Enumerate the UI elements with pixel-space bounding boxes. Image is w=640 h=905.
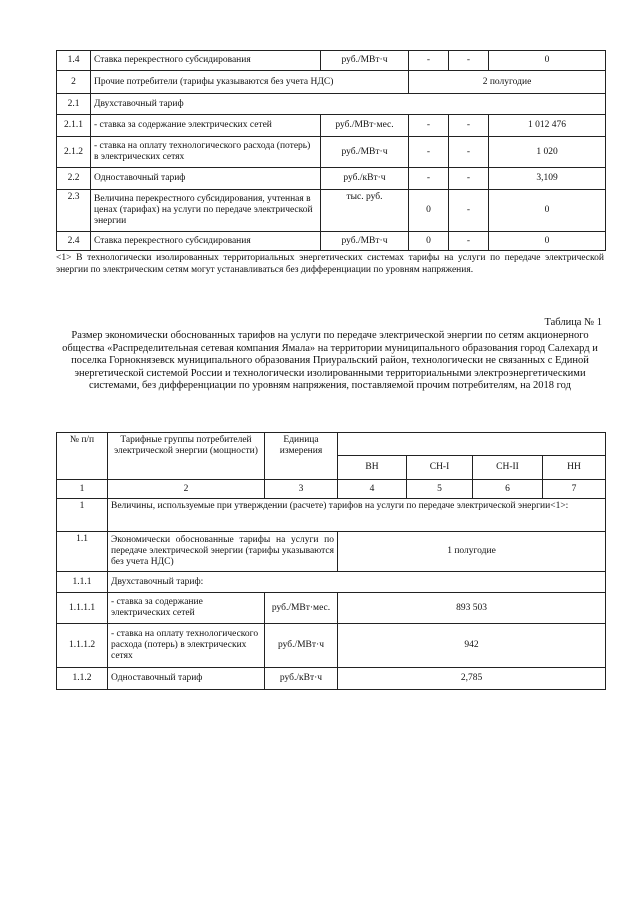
row-number: 2.1 — [57, 94, 91, 115]
row-value: 0 — [489, 51, 606, 71]
row-value: 0 — [489, 232, 606, 251]
row-number: 1 — [57, 499, 108, 532]
period-label: 1 полугодие — [338, 532, 606, 572]
row-value: 1 020 — [489, 137, 606, 168]
row-number: 2 — [57, 71, 91, 94]
row-number: 1.1.1.2 — [57, 624, 108, 668]
table-row — [57, 51, 606, 71]
table-row — [57, 168, 606, 190]
table-row — [57, 137, 606, 168]
row-unit: руб./кВт·ч — [265, 668, 338, 690]
row-unit: руб./МВт·ч — [321, 137, 409, 168]
table-row — [57, 572, 606, 593]
header-level-vn: ВН — [338, 456, 407, 480]
row-value: - — [449, 137, 489, 168]
row-name: Величины, используемые при утверждении (расчете) тарифов на услуги по передаче электрической энергии<1>: — [108, 499, 606, 532]
row-unit: руб./МВт·ч — [265, 624, 338, 668]
row-name: Двухставочный тариф: — [108, 572, 606, 593]
table-row — [57, 668, 606, 690]
col-number: 2 — [108, 480, 265, 499]
row-name: - ставка на оплату технологического расхода (потерь) в электрических сетях — [108, 624, 265, 668]
row-unit: руб./МВт·ч — [321, 232, 409, 251]
table-title: Размер экономически обоснованных тарифов на услуги по передаче электрической энергии по сетям акционерного общества «Распределительная сетевая компания Ямала» на территории муниципального образования город Салехард и поселка Горнокнязевск муниципального образования Приуральский район, технологически не связанных с Единой энергетической системой России и технологически изолированными территориальными электроэнергетическими системами, без дифференциации по уровням напряжения, поставляемой прочим потребителям, на 2018 год — [62, 330, 598, 392]
footnote: <1> В технологически изолированных территориальных энергетических системах тарифы на услуги по передаче электрической энергии по электрическим сетям могут устанавливаться без дифференциации по уровням напряжения. — [56, 253, 604, 275]
col-number: 6 — [473, 480, 543, 499]
col-number: 5 — [407, 480, 473, 499]
row-name: - ставка на оплату технологического расхода (потерь) в электрических сетях — [91, 137, 321, 168]
row-value: - — [449, 190, 489, 232]
row-name: Величина перекрестного субсидирования, учтенная в ценах (тарифах) на услуги по передаче электрической энергии — [91, 190, 321, 232]
row-name: Ставка перекрестного субсидирования — [91, 51, 321, 71]
row-value: 0 — [409, 190, 449, 232]
table-row — [57, 532, 606, 572]
table-number: Таблица № 1 — [544, 317, 602, 328]
row-name: Одноставочный тариф — [91, 168, 321, 190]
row-value: 942 — [338, 624, 606, 668]
row-name: - ставка за содержание электрических сетей — [108, 593, 265, 624]
top-tariff-table — [56, 50, 606, 251]
col-number: 3 — [265, 480, 338, 499]
row-number: 2.4 — [57, 232, 91, 251]
row-name: Ставка перекрестного субсидирования — [91, 232, 321, 251]
row-unit: тыс. руб. — [321, 190, 409, 232]
header-level-sn2: СН-II — [473, 456, 543, 480]
column-number-row — [57, 480, 606, 499]
header-level-nn: НН — [543, 456, 606, 480]
row-name: Прочие потребители (тарифы указываются без учета НДС) — [91, 71, 409, 94]
row-value: - — [409, 137, 449, 168]
row-value: 1 012 476 — [489, 115, 606, 137]
row-value: 893 503 — [338, 593, 606, 624]
col-number: 4 — [338, 480, 407, 499]
table-row — [57, 232, 606, 251]
row-number: 1.1.2 — [57, 668, 108, 690]
period-label: 2 полугодие — [409, 71, 606, 94]
header-group: Тарифные группы потребителей электрической энергии (мощности) — [108, 433, 265, 480]
row-value: 0 — [409, 232, 449, 251]
row-unit: руб./МВт·мес. — [265, 593, 338, 624]
table-row — [57, 593, 606, 624]
row-number: 1.1.1.1 — [57, 593, 108, 624]
row-name: Одноставочный тариф — [108, 668, 265, 690]
row-name: - ставка за содержание электрических сетей — [91, 115, 321, 137]
row-value: - — [449, 115, 489, 137]
table-row — [57, 71, 606, 94]
row-value: - — [449, 232, 489, 251]
header-unit: Единица измерения — [265, 433, 338, 480]
row-value: - — [409, 51, 449, 71]
header-levels-spacer — [338, 433, 606, 456]
row-name: Двухставочный тариф — [91, 94, 606, 115]
row-value: 2,785 — [338, 668, 606, 690]
row-name: Экономически обоснованные тарифы на услуги по передаче электрической энергии (тарифы указываются без учета НДС) — [108, 532, 338, 572]
row-number: 2.3 — [57, 190, 91, 232]
row-value: - — [449, 51, 489, 71]
row-number: 2.1.2 — [57, 137, 91, 168]
main-tariff-table — [56, 432, 606, 690]
row-number: 1.4 — [57, 51, 91, 71]
row-value: - — [449, 168, 489, 190]
row-unit: руб./МВт·ч — [321, 51, 409, 71]
col-number: 7 — [543, 480, 606, 499]
row-number: 1.1.1 — [57, 572, 108, 593]
row-number: 1.1 — [57, 532, 108, 572]
table-row — [57, 190, 606, 232]
row-number: 2.2 — [57, 168, 91, 190]
row-unit: руб./МВт·мес. — [321, 115, 409, 137]
col-number: 1 — [57, 480, 108, 499]
header-number: № п/п — [57, 433, 108, 480]
row-value: - — [409, 168, 449, 190]
table-row — [57, 115, 606, 137]
row-value: 3,109 — [489, 168, 606, 190]
row-unit: руб./кВт·ч — [321, 168, 409, 190]
row-number: 2.1.1 — [57, 115, 91, 137]
table-row — [57, 94, 606, 115]
row-value: 0 — [489, 190, 606, 232]
header-level-sn1: СН-I — [407, 456, 473, 480]
header-row — [57, 433, 606, 456]
table-row — [57, 624, 606, 668]
table-row — [57, 499, 606, 532]
row-value: - — [409, 115, 449, 137]
